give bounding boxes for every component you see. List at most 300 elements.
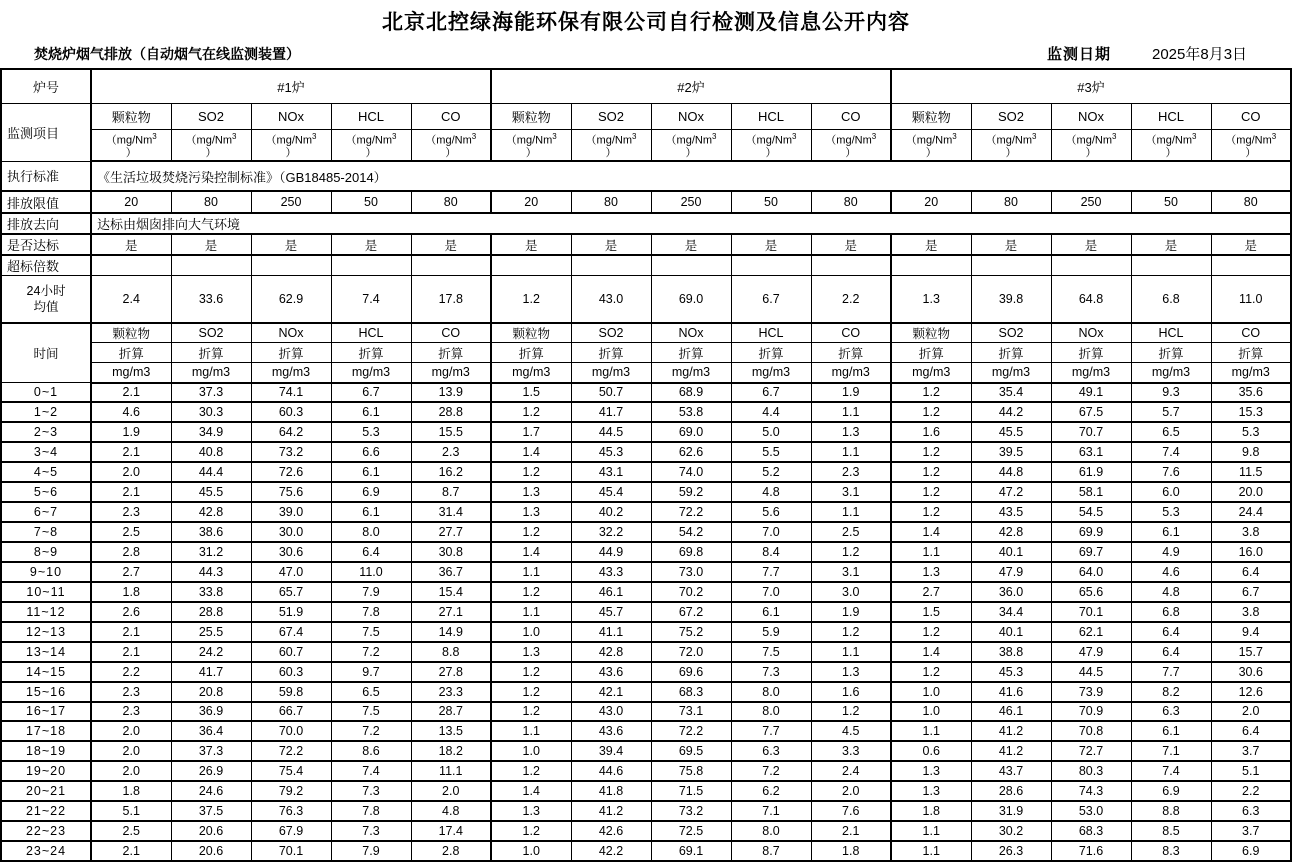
data-cell: 1.2 (491, 402, 571, 422)
data-cell: 1.4 (891, 522, 971, 542)
data-cell: 1.2 (891, 662, 971, 682)
avg-cell: 33.6 (171, 276, 251, 323)
exceed-cell (1051, 255, 1131, 276)
data-cell: 27.7 (411, 522, 491, 542)
data-cell: 8.8 (411, 642, 491, 662)
data-cell: 20.8 (171, 682, 251, 702)
data-cell: 7.4 (1131, 442, 1211, 462)
data-cell: 1.5 (891, 602, 971, 622)
time-pollutant-header: HCL (331, 323, 411, 343)
data-cell: 5.1 (1211, 761, 1291, 781)
data-cell: 6.7 (1211, 582, 1291, 602)
data-cell: 18.2 (411, 741, 491, 761)
avg-cell: 17.8 (411, 276, 491, 323)
data-cell: 3.1 (811, 562, 891, 582)
data-cell: 43.1 (571, 462, 651, 482)
pollutant-header: SO2 (971, 103, 1051, 129)
data-cell: 40.2 (571, 502, 651, 522)
avg-cell: 1.3 (891, 276, 971, 323)
time-unit-header: mg/m3 (891, 363, 971, 383)
data-cell: 36.7 (411, 562, 491, 582)
data-cell: 1.3 (811, 422, 891, 442)
data-cell: 1.2 (491, 702, 571, 722)
data-cell: 45.3 (571, 442, 651, 462)
time-range-cell: 1~2 (1, 402, 91, 422)
exceed-cell (251, 255, 331, 276)
time-converted-header: 折算 (491, 343, 571, 363)
data-cell: 7.5 (731, 642, 811, 662)
data-cell: 1.4 (491, 781, 571, 801)
avg-cell: 69.0 (651, 276, 731, 323)
data-cell: 53.8 (651, 402, 731, 422)
data-cell: 1.2 (891, 502, 971, 522)
data-cell: 43.0 (571, 702, 651, 722)
data-cell: 80.3 (1051, 761, 1131, 781)
data-cell: 2.0 (91, 741, 171, 761)
time-unit-header: mg/m3 (331, 363, 411, 383)
unit-cell: （mg/Nm$^3$ ） (571, 129, 651, 161)
data-cell: 1.2 (491, 462, 571, 482)
time-converted-header: 折算 (891, 343, 971, 363)
data-cell: 2.3 (811, 462, 891, 482)
time-range-cell: 22~23 (1, 821, 91, 841)
data-cell: 4.8 (731, 482, 811, 502)
unit-cell: （mg/Nm$^3$ ） (91, 129, 171, 161)
data-cell: 1.0 (491, 741, 571, 761)
data-cell: 70.0 (251, 721, 331, 741)
data-cell: 8.0 (731, 702, 811, 722)
data-cell: 42.6 (571, 821, 651, 841)
data-cell: 6.1 (331, 402, 411, 422)
data-cell: 6.3 (731, 741, 811, 761)
time-range-cell: 13~14 (1, 642, 91, 662)
data-cell: 2.7 (91, 562, 171, 582)
exceed-cell (651, 255, 731, 276)
data-cell: 7.8 (331, 602, 411, 622)
data-cell: 28.7 (411, 702, 491, 722)
standard-row-label: 执行标准 (1, 161, 91, 191)
data-cell: 6.7 (331, 383, 411, 403)
time-unit-header: mg/m3 (971, 363, 1051, 383)
data-cell: 1.2 (811, 542, 891, 562)
unit-cell: （mg/Nm$^3$ ） (1131, 129, 1211, 161)
data-cell: 67.4 (251, 622, 331, 642)
avg-cell: 39.8 (971, 276, 1051, 323)
data-cell: 44.2 (971, 402, 1051, 422)
time-pollutant-header: 颗粒物 (891, 323, 971, 343)
data-cell: 39.4 (571, 741, 651, 761)
exceed-cell (811, 255, 891, 276)
furnace-row-label: 炉号 (1, 69, 91, 103)
data-cell: 5.3 (1211, 422, 1291, 442)
time-range-cell: 18~19 (1, 741, 91, 761)
data-cell: 2.3 (91, 682, 171, 702)
data-cell: 76.3 (251, 801, 331, 821)
data-cell: 40.8 (171, 442, 251, 462)
unit-cell: （mg/Nm$^3$ ） (491, 129, 571, 161)
time-range-cell: 5~6 (1, 482, 91, 502)
data-cell: 8.8 (1131, 801, 1211, 821)
data-cell: 2.8 (91, 542, 171, 562)
data-cell: 43.3 (571, 562, 651, 582)
data-cell: 7.4 (331, 761, 411, 781)
data-cell: 7.2 (331, 721, 411, 741)
data-cell: 43.6 (571, 721, 651, 741)
data-cell: 1.2 (491, 682, 571, 702)
data-cell: 32.2 (571, 522, 651, 542)
exceed-cell (491, 255, 571, 276)
data-cell: 6.6 (331, 442, 411, 462)
time-range-cell: 17~18 (1, 721, 91, 741)
limit-cell: 80 (971, 191, 1051, 213)
data-cell: 2.1 (91, 383, 171, 403)
time-range-cell: 23~24 (1, 841, 91, 861)
data-cell: 64.0 (1051, 562, 1131, 582)
data-cell: 1.1 (811, 502, 891, 522)
time-range-cell: 2~3 (1, 422, 91, 442)
data-cell: 2.0 (411, 781, 491, 801)
pollutant-header: HCL (1131, 103, 1211, 129)
time-pollutant-header: NOx (1051, 323, 1131, 343)
data-cell: 69.8 (651, 542, 731, 562)
data-cell: 9.7 (331, 662, 411, 682)
data-cell: 74.0 (651, 462, 731, 482)
data-cell: 45.5 (171, 482, 251, 502)
time-converted-header: 折算 (171, 343, 251, 363)
data-cell: 6.3 (1131, 702, 1211, 722)
data-cell: 4.6 (1131, 562, 1211, 582)
data-cell: 1.9 (811, 602, 891, 622)
data-cell: 7.9 (331, 841, 411, 861)
time-converted-header: 折算 (811, 343, 891, 363)
data-cell: 27.1 (411, 602, 491, 622)
time-pollutant-header: CO (411, 323, 491, 343)
unit-cell: （mg/Nm$^3$ ） (971, 129, 1051, 161)
data-cell: 2.1 (91, 622, 171, 642)
data-cell: 2.0 (811, 781, 891, 801)
pollutant-header: 颗粒物 (891, 103, 971, 129)
pollutant-header: CO (1211, 103, 1291, 129)
data-cell: 61.9 (1051, 462, 1131, 482)
data-cell: 28.6 (971, 781, 1051, 801)
data-cell: 1.3 (491, 642, 571, 662)
time-range-cell: 4~5 (1, 462, 91, 482)
data-cell: 67.5 (1051, 402, 1131, 422)
data-cell: 1.2 (491, 821, 571, 841)
data-cell: 67.2 (651, 602, 731, 622)
data-cell: 1.3 (891, 781, 971, 801)
data-cell: 67.9 (251, 821, 331, 841)
data-cell: 2.1 (91, 442, 171, 462)
data-cell: 2.8 (411, 841, 491, 861)
data-cell: 1.2 (891, 442, 971, 462)
data-cell: 72.2 (251, 741, 331, 761)
data-cell: 1.3 (811, 662, 891, 682)
data-cell: 1.1 (891, 841, 971, 861)
data-cell: 1.2 (891, 402, 971, 422)
data-cell: 1.2 (811, 622, 891, 642)
data-cell: 8.0 (731, 682, 811, 702)
data-cell: 1.3 (891, 562, 971, 582)
compliance-row-label: 是否达标 (1, 234, 91, 255)
pollutant-header: CO (811, 103, 891, 129)
data-cell: 9.8 (1211, 442, 1291, 462)
data-cell: 34.9 (171, 422, 251, 442)
data-cell: 30.6 (1211, 662, 1291, 682)
time-unit-header: mg/m3 (411, 363, 491, 383)
data-cell: 28.8 (411, 402, 491, 422)
pollutant-header: 颗粒物 (91, 103, 171, 129)
data-cell: 74.1 (251, 383, 331, 403)
data-cell: 54.5 (1051, 502, 1131, 522)
unit-cell: （mg/Nm$^3$ ） (891, 129, 971, 161)
data-cell: 71.5 (651, 781, 731, 801)
data-cell: 1.4 (891, 642, 971, 662)
data-cell: 2.1 (91, 841, 171, 861)
exceed-row-label: 超标倍数 (1, 255, 91, 276)
data-cell: 50.7 (571, 383, 651, 403)
data-cell: 68.3 (651, 682, 731, 702)
compliance-cell: 是 (91, 234, 171, 255)
data-cell: 7.7 (1131, 662, 1211, 682)
compliance-cell: 是 (491, 234, 571, 255)
data-cell: 6.4 (1131, 642, 1211, 662)
data-cell: 42.8 (171, 502, 251, 522)
data-cell: 2.2 (1211, 781, 1291, 801)
data-cell: 16.0 (1211, 542, 1291, 562)
limit-cell: 250 (651, 191, 731, 213)
pollutant-header: NOx (651, 103, 731, 129)
data-cell: 6.4 (1131, 622, 1211, 642)
data-cell: 4.4 (731, 402, 811, 422)
data-cell: 6.1 (331, 462, 411, 482)
data-cell: 1.0 (491, 622, 571, 642)
data-cell: 7.0 (731, 582, 811, 602)
time-pollutant-header: HCL (1131, 323, 1211, 343)
exceed-cell (91, 255, 171, 276)
data-cell: 26.9 (171, 761, 251, 781)
data-cell: 44.9 (571, 542, 651, 562)
time-range-cell: 14~15 (1, 662, 91, 682)
compliance-cell: 是 (1211, 234, 1291, 255)
destination-row-label: 排放去向 (1, 213, 91, 234)
data-cell: 70.2 (651, 582, 731, 602)
time-unit-header: mg/m3 (811, 363, 891, 383)
data-cell: 24.4 (1211, 502, 1291, 522)
compliance-cell: 是 (651, 234, 731, 255)
data-cell: 41.6 (971, 682, 1051, 702)
data-cell: 73.2 (651, 801, 731, 821)
time-pollutant-header: 颗粒物 (491, 323, 571, 343)
data-cell: 44.5 (571, 422, 651, 442)
time-row-label: 时间 (1, 323, 91, 383)
data-cell: 6.8 (1131, 602, 1211, 622)
limit-cell: 80 (411, 191, 491, 213)
data-cell: 72.0 (651, 642, 731, 662)
data-cell: 45.3 (971, 662, 1051, 682)
data-cell: 63.1 (1051, 442, 1131, 462)
data-cell: 7.3 (331, 821, 411, 841)
data-cell: 30.6 (251, 542, 331, 562)
data-cell: 1.8 (811, 841, 891, 861)
data-cell: 5.3 (331, 422, 411, 442)
unit-cell: （mg/Nm$^3$ ） (1211, 129, 1291, 161)
data-cell: 7.2 (331, 642, 411, 662)
exceed-cell (1131, 255, 1211, 276)
data-cell: 6.9 (1211, 841, 1291, 861)
data-cell: 3.7 (1211, 741, 1291, 761)
data-cell: 16.2 (411, 462, 491, 482)
data-cell: 8.2 (1131, 682, 1211, 702)
data-cell: 1.1 (811, 642, 891, 662)
data-cell: 5.2 (731, 462, 811, 482)
data-cell: 75.8 (651, 761, 731, 781)
unit-cell: （mg/Nm$^3$ ） (411, 129, 491, 161)
pollutant-header: CO (411, 103, 491, 129)
data-cell: 20.6 (171, 841, 251, 861)
data-cell: 1.7 (491, 422, 571, 442)
limit-cell: 80 (811, 191, 891, 213)
data-cell: 1.2 (891, 462, 971, 482)
data-cell: 7.2 (731, 761, 811, 781)
data-cell: 42.8 (571, 642, 651, 662)
limit-cell: 80 (1211, 191, 1291, 213)
data-cell: 6.5 (331, 682, 411, 702)
time-unit-header: mg/m3 (1131, 363, 1211, 383)
data-cell: 24.6 (171, 781, 251, 801)
time-converted-header: 折算 (651, 343, 731, 363)
unit-cell: （mg/Nm$^3$ ） (731, 129, 811, 161)
data-cell: 8.0 (731, 821, 811, 841)
data-cell: 65.7 (251, 582, 331, 602)
data-cell: 8.4 (731, 542, 811, 562)
unit-cell: （mg/Nm$^3$ ） (1051, 129, 1131, 161)
time-unit-header: mg/m3 (651, 363, 731, 383)
data-cell: 4.8 (411, 801, 491, 821)
time-pollutant-header: SO2 (971, 323, 1051, 343)
data-cell: 3.7 (1211, 821, 1291, 841)
time-pollutant-header: CO (811, 323, 891, 343)
data-cell: 62.6 (651, 442, 731, 462)
data-cell: 2.6 (91, 602, 171, 622)
limit-row-label: 排放限值 (1, 191, 91, 213)
data-cell: 31.2 (171, 542, 251, 562)
data-cell: 62.1 (1051, 622, 1131, 642)
standard-text: 《生活垃圾焚烧污染控制标准》（GB18485-2014） (91, 161, 1291, 191)
data-cell: 72.5 (651, 821, 731, 841)
compliance-cell: 是 (971, 234, 1051, 255)
pollutant-header: NOx (1051, 103, 1131, 129)
data-cell: 71.6 (1051, 841, 1131, 861)
pollutant-header: 颗粒物 (491, 103, 571, 129)
data-cell: 7.0 (731, 522, 811, 542)
data-cell: 7.7 (731, 562, 811, 582)
data-cell: 35.6 (1211, 383, 1291, 403)
time-range-cell: 12~13 (1, 622, 91, 642)
data-cell: 5.9 (731, 622, 811, 642)
data-cell: 4.8 (1131, 582, 1211, 602)
data-cell: 33.8 (171, 582, 251, 602)
data-cell: 15.3 (1211, 402, 1291, 422)
data-cell: 2.7 (891, 582, 971, 602)
data-cell: 20.0 (1211, 482, 1291, 502)
data-cell: 34.4 (971, 602, 1051, 622)
time-unit-header: mg/m3 (171, 363, 251, 383)
data-cell: 1.3 (491, 801, 571, 821)
exceed-cell (1211, 255, 1291, 276)
data-cell: 39.5 (971, 442, 1051, 462)
data-cell: 7.5 (331, 702, 411, 722)
time-pollutant-header: CO (1211, 323, 1291, 343)
data-cell: 1.4 (491, 442, 571, 462)
limit-cell: 80 (571, 191, 651, 213)
data-cell: 2.3 (411, 442, 491, 462)
monitoring-table (0, 68, 1292, 862)
exceed-cell (571, 255, 651, 276)
data-cell: 70.1 (251, 841, 331, 861)
data-cell: 37.3 (171, 383, 251, 403)
exceed-cell (331, 255, 411, 276)
data-cell: 5.1 (91, 801, 171, 821)
avg-cell: 62.9 (251, 276, 331, 323)
data-cell: 3.0 (811, 582, 891, 602)
time-unit-header: mg/m3 (251, 363, 331, 383)
data-cell: 43.5 (971, 502, 1051, 522)
data-cell: 2.3 (91, 502, 171, 522)
data-cell: 60.7 (251, 642, 331, 662)
data-cell: 73.1 (651, 702, 731, 722)
unit-cell: （mg/Nm$^3$ ） (251, 129, 331, 161)
data-cell: 40.1 (971, 542, 1051, 562)
monitoring-date-value: 2025年8月3日 (1152, 46, 1248, 63)
data-cell: 72.7 (1051, 741, 1131, 761)
avg-cell: 11.0 (1211, 276, 1291, 323)
data-cell: 3.3 (811, 741, 891, 761)
time-converted-header: 折算 (331, 343, 411, 363)
data-cell: 6.4 (331, 542, 411, 562)
data-cell: 70.1 (1051, 602, 1131, 622)
data-cell: 1.1 (891, 542, 971, 562)
exceed-cell (891, 255, 971, 276)
data-cell: 69.6 (651, 662, 731, 682)
compliance-cell: 是 (411, 234, 491, 255)
data-cell: 20.6 (171, 821, 251, 841)
data-cell: 2.5 (91, 522, 171, 542)
data-cell: 6.2 (731, 781, 811, 801)
data-cell: 68.3 (1051, 821, 1131, 841)
data-cell: 39.0 (251, 502, 331, 522)
data-cell: 79.2 (251, 781, 331, 801)
time-pollutant-header: SO2 (571, 323, 651, 343)
data-cell: 30.3 (171, 402, 251, 422)
data-cell: 13.9 (411, 383, 491, 403)
data-cell: 7.1 (731, 801, 811, 821)
data-cell: 1.0 (491, 841, 571, 861)
time-pollutant-header: NOx (651, 323, 731, 343)
data-cell: 1.4 (491, 542, 571, 562)
avg-cell: 2.4 (91, 276, 171, 323)
data-cell: 38.8 (971, 642, 1051, 662)
report-subtitle: 焚烧炉烟气排放（自动烟气在线监测装置） (34, 46, 300, 62)
data-cell: 6.0 (1131, 482, 1211, 502)
data-cell: 1.3 (891, 761, 971, 781)
compliance-cell: 是 (1131, 234, 1211, 255)
data-cell: 1.2 (491, 522, 571, 542)
compliance-cell: 是 (811, 234, 891, 255)
data-cell: 2.0 (91, 721, 171, 741)
time-range-cell: 0~1 (1, 383, 91, 403)
data-cell: 59.2 (651, 482, 731, 502)
